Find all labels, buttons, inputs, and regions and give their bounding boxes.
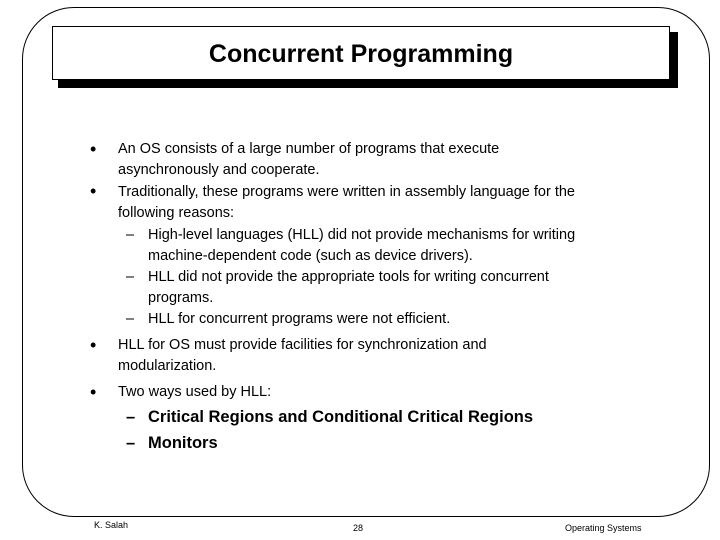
footer-course: Operating Systems bbox=[565, 523, 642, 533]
sub-bullet-2-2-line-1: HLL did not provide the appropriate tools for writing concurrent bbox=[148, 269, 549, 285]
bullet-icon: • bbox=[90, 139, 97, 159]
sub-bullet-4-1-text: Critical Regions and Conditional Critical Regions bbox=[148, 408, 534, 426]
bullet-1-line-2: asynchronously and cooperate. bbox=[118, 162, 320, 178]
bullet-2-line-2: following reasons: bbox=[118, 205, 235, 221]
bullet-1-line-1: An OS consists of a large number of programs that execute bbox=[118, 141, 500, 157]
bullet-3-line-1: HLL for OS must provide facilities for synchronization and bbox=[118, 337, 487, 353]
bullet-text-1 bbox=[118, 139, 648, 181]
sub-bullet-4-2 bbox=[126, 430, 218, 456]
sub-bullet-2-1-line-2: machine-dependent code (such as device drivers). bbox=[148, 248, 473, 264]
footer-page-number: 28 bbox=[353, 523, 364, 533]
sub-bullet-2-2 bbox=[126, 267, 549, 288]
bullet-text-2 bbox=[118, 182, 648, 224]
bullet-4-line-1: Two ways used by HLL: bbox=[118, 384, 272, 400]
dash-icon: – bbox=[126, 408, 136, 426]
sub-bullet-4-1 bbox=[126, 404, 533, 430]
dash-icon: – bbox=[126, 227, 135, 243]
bullet-2-line-1: Traditionally, these programs were written in assembly language for the bbox=[118, 184, 575, 200]
dash-icon: – bbox=[126, 311, 135, 327]
dash-icon: – bbox=[126, 434, 136, 452]
bullet-text-4 bbox=[118, 382, 648, 403]
title-box bbox=[52, 26, 670, 80]
bullet-3-line-2: modularization. bbox=[118, 358, 217, 374]
bullet-icon: • bbox=[90, 181, 97, 201]
bullet-icon: • bbox=[90, 335, 97, 355]
bullet-icon: • bbox=[90, 382, 97, 402]
dash-icon: – bbox=[126, 269, 135, 285]
sub-bullet-2-1 bbox=[126, 225, 575, 246]
bullet-text-3 bbox=[118, 335, 648, 377]
sub-bullet-2-3-line-1: HLL for concurrent programs were not efficient. bbox=[148, 311, 451, 327]
page-title: Concurrent Programming bbox=[208, 39, 514, 68]
footer-author: K. Salah bbox=[94, 520, 129, 530]
sub-bullet-2-2-line-2: programs. bbox=[148, 290, 214, 306]
sub-bullet-4-2-text: Monitors bbox=[148, 434, 218, 452]
sub-bullet-2-1-line-1: High-level languages (HLL) did not provide mechanisms for writing bbox=[148, 227, 576, 243]
sub-bullet-2-3 bbox=[126, 309, 450, 330]
